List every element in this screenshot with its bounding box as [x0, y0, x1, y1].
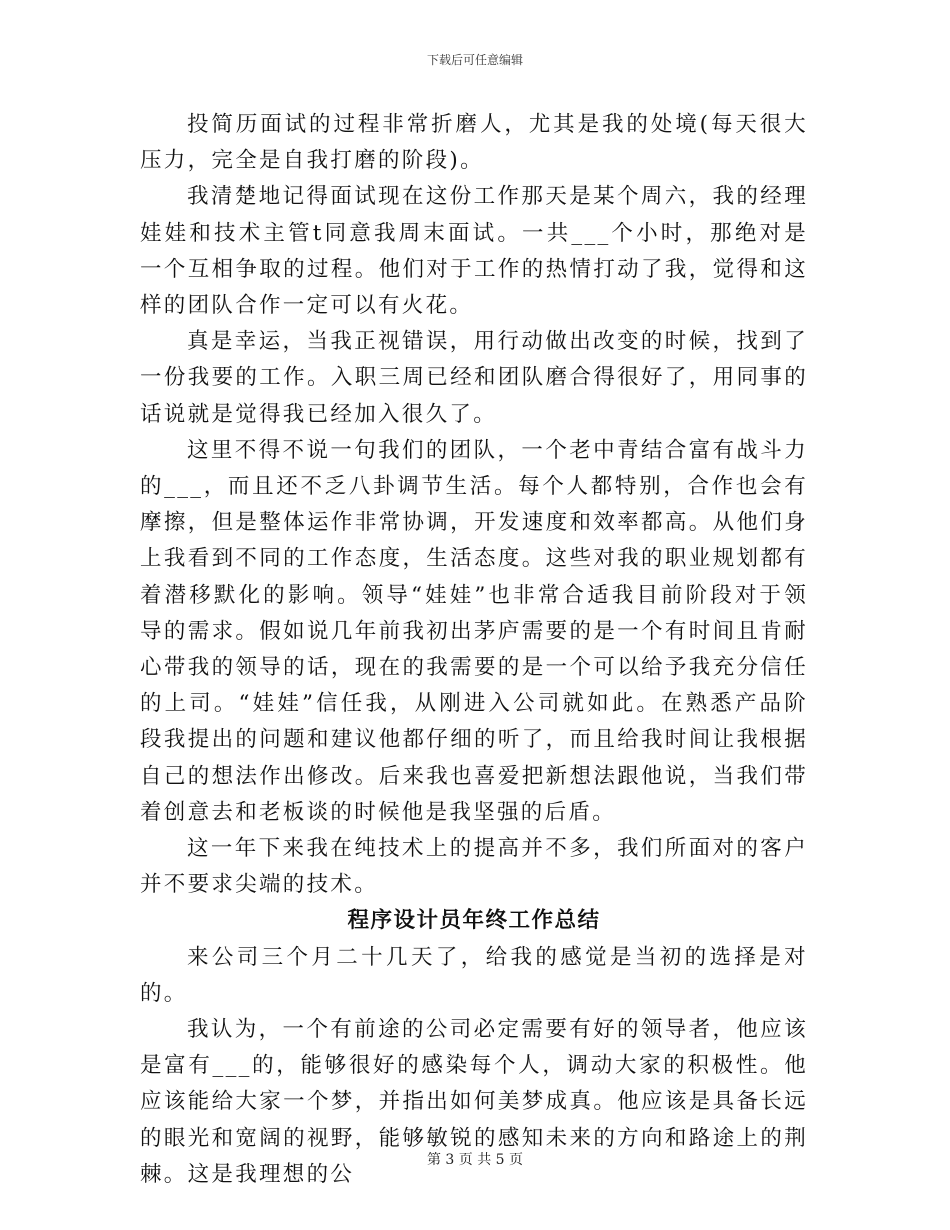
paragraph: 投简历面试的过程非常折磨人，尤其是我的处境(每天很大压力，完全是自我打磨的阶段)。 — [140, 112, 808, 174]
paragraph: 我认为，一个有前途的公司必定需要有好的领导者，他应该是富有___的，能够很好的感染每个人，调动大家的积极性。他应该能给大家一个梦，并指出如何美梦成真。他应该是具备长远的眼光和宽阔的视野，能够敏锐的感知未来的方向和路途上的荆棘。这是我理想的公 — [140, 1017, 808, 1187]
paragraph: 来公司三个月二十几天了，给我的感觉是当初的选择是对的。 — [140, 944, 808, 1006]
header-text: 下载后可任意编辑 — [426, 53, 523, 67]
paragraph: 这一年下来我在纯技术上的提高并不多，我们所面对的客户并不要求尖端的技术。 — [140, 836, 808, 898]
page-footer — [0, 1151, 950, 1169]
page-number: 第 3 页 共 5 页 — [426, 1152, 524, 1168]
document-body — [140, 107, 808, 1193]
section-title: 程序设计员年终工作总结 — [347, 908, 601, 934]
paragraph: 这里不得不说一句我们的团队，一个老中青结合富有战斗力的___，而且还不乏八卦调节生活。每个人都特别，合作也会有摩擦，但是整体运作非常协调，开发速度和效率都高。从他们身上我看到不同的工作态度，生活态度。这些对我的职业规划都有着潜移默化的影响。领导“娃娃”也非常合适我目前阶段对于领导的需求。假如说几年前我初出茅庐需要的是一个有时间且肯耐心带我的领导的话，现在的我需要的是一个可以给予我充分信任的上司。“娃娃”信任我，从刚进入公司就如此。在熟悉产品阶段我提出的问题和建议他都仔细的听了，而且给我时间让我根据自己的想法作出修改。后来我也喜爱把新想法跟他说，当我们带着创意去和老板谈的时候他是我坚强的后盾。 — [140, 437, 808, 825]
paragraph: 真是幸运，当我正视错误，用行动做出改变的时候，找到了一份我要的工作。入职三周已经和团队磨合得很好了，用同事的话说就是觉得我已经加入很久了。 — [140, 329, 808, 427]
page-header — [0, 52, 950, 68]
paragraph: 我清楚地记得面试现在这份工作那天是某个周六，我的经理娃娃和技术主管t同意我周末面试。一共___个小时，那绝对是一个互相争取的过程。他们对于工作的热情打动了我，觉得和这样的团队合作一定可以有火花。 — [140, 184, 808, 319]
